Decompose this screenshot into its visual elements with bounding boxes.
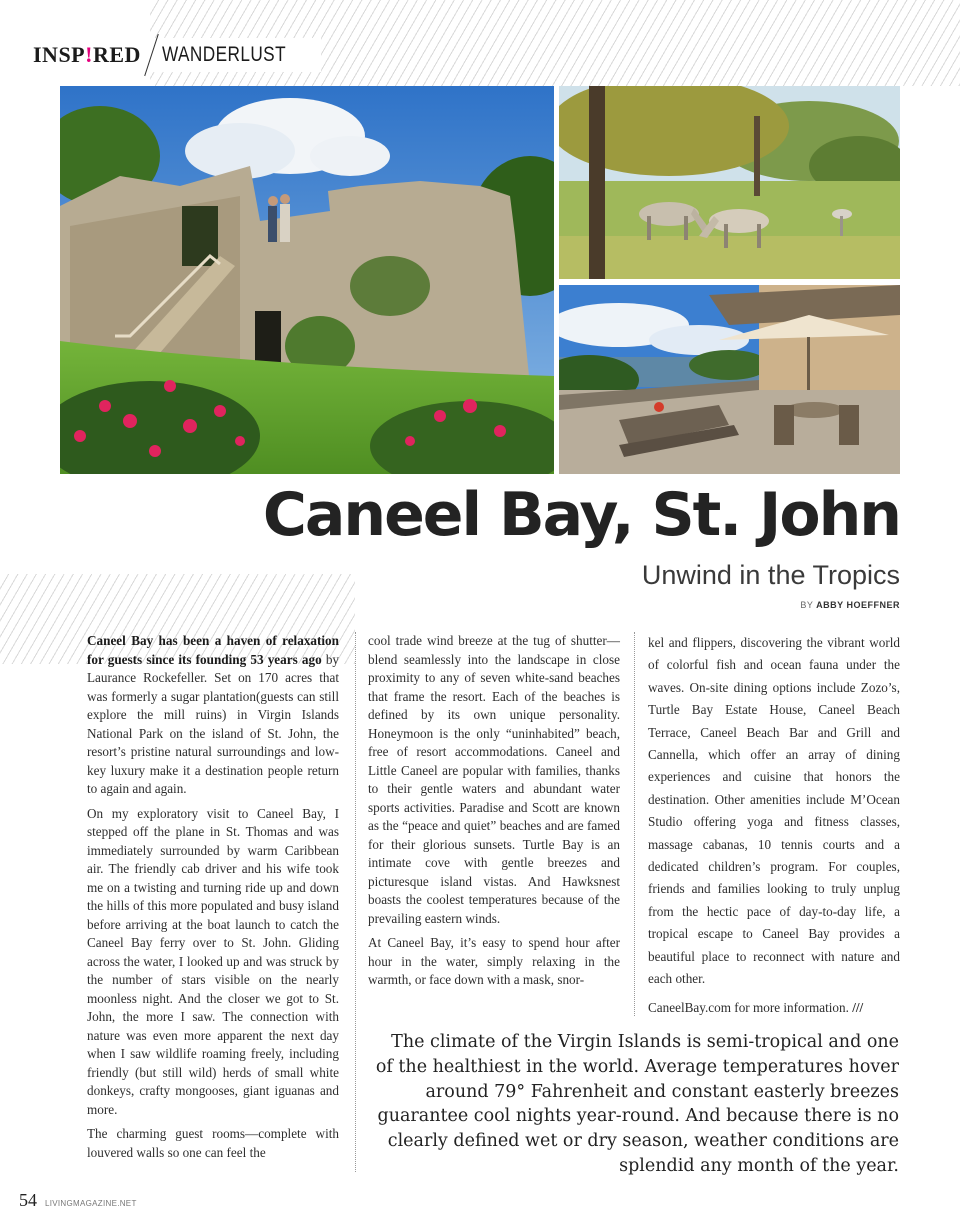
paragraph: Caneel Bay has been a haven of relaxation for guests since its founding 53 years ago by Laurance Rockefeller. Set on 170 acres that was formerly a sugar plantation(guests can still explore the mill ruins) in Virgin Islands National Park on the island of St. John, the resort’s pristine natural surroundings and low-key luxury make it a destination people return to again and again. [87, 633, 340, 796]
paragraph: The charming guest rooms—complete with louvered walls so one can feel the [87, 1126, 339, 1160]
pull-quote-line: clearly defined wet or dry season, weather conditions are [387, 1131, 899, 1152]
paragraph: cool trade wind breeze at the tug of shutter—blend seamlessly into the landscape in close proximity to any of seven white-sand beaches that frame the resort. Each of the beaches is defined by its own unique personality. Honeymoon is the only “uninhabited” beach, free of resort accommodations. Caneel and Little Caneel are popular with families, thanks to their gentle waters and abundant water sports activities. Paradise and Scott are known as the “peace and quiet” beaches and are famed for their glorious sunsets. Turtle Bay is an intimate cove with gentle breezes and picturesque island vistas. And Hawksnest boasts the coolest temperatures because of the prevailing eastern winds. [368, 633, 620, 926]
article-column-1 [87, 632, 339, 1168]
pull-quote-line: around 79° Fahrenheit and constant easterly breezes [425, 1081, 899, 1102]
column-rule [355, 632, 356, 1172]
byline: BY ABBY HOEFFNER [800, 600, 900, 610]
section-name: WANDERLUST [161, 43, 286, 66]
pull-quote-line: guarantee cool nights year-round. And because there is no [377, 1106, 899, 1127]
paragraph [648, 997, 900, 1019]
website-link[interactable]: LIVINGMAGAZINE.NET [45, 1199, 137, 1208]
magazine-brand: INSP!RED [33, 42, 141, 67]
photo-donkeys [559, 86, 900, 279]
pull-quote-line: splendid any month of the year. [619, 1155, 899, 1176]
end-mark: /// [852, 999, 864, 1015]
website-reference: CaneelBay.com for more information. [648, 999, 849, 1015]
article-title: Caneel Bay, St. John [262, 480, 900, 550]
article-subtitle: Unwind in the Tropics [641, 560, 900, 590]
pull-quote-line: The climate of the Virgin Islands is semi-tropical and one [391, 1032, 899, 1052]
pull-quote-line: of the healthiest in the world. Average temperatures hover [375, 1056, 899, 1077]
page-footer [19, 1190, 137, 1211]
paragraph: kel and flippers, discovering the vibrant world of colorful fish and ocean fauna under the waves. On-site dining options include Zozo’s, Turtle Bay Estate House, Caneel Beach Terrace, Caneel Beach Bar and Grill and Cannella, which offer an array of dining experiences and cuisine that honors the destination. Other amenities include M’Ocean Studio offering yoga and fitness classes, massage cabanas, 10 tennis courts and a dedicated children’s program. For couples, friends and families looking to truly unplug from the hectic pace of day-to-day life, a tropical escape to Caneel Bay provides a beautiful place to reconnect with nature and each other. [648, 635, 900, 987]
pull-quote [364, 1030, 899, 1179]
paragraph: At Caneel Bay, it’s easy to spend hour after hour in the water, simply relaxing in the warmth, or face down with a mask, snor- [368, 935, 620, 987]
photo-mill-ruins [60, 86, 554, 474]
page-number: 54 [19, 1190, 37, 1210]
column-rule [634, 632, 635, 1016]
paragraph: On my exploratory visit to Caneel Bay, I stepped off the plane in St. Thomas and was immediately surrounded by warm Caribbean air. The friendly cab driver and his wife took me on a twisting and turning ride up and down the hills of this more populated and busy island before arriving at the boat launch to catch the Caneel Bay ferry over to St. John. Gliding across the water, I looked up and was struck by the number of stars visible on the nearly moonless night. And the closer we got to St. John, the more I saw. The connection with nature was even more apparent the next day when I saw wildlife roaming freely, including friendly (but still wild) herds of small white donkeys, crafty mongooses, giant iguanas and more. [87, 805, 339, 1117]
article-column-2 [368, 632, 620, 996]
article-column-3 [648, 632, 900, 1025]
section-header [33, 38, 321, 72]
lead-in: Caneel Bay has been a haven of relaxation for guests since its founding 53 years ago [87, 633, 339, 667]
byline-author: ABBY HOEFFNER [816, 600, 900, 610]
photo-terrace [559, 285, 900, 474]
header-divider [144, 34, 159, 76]
